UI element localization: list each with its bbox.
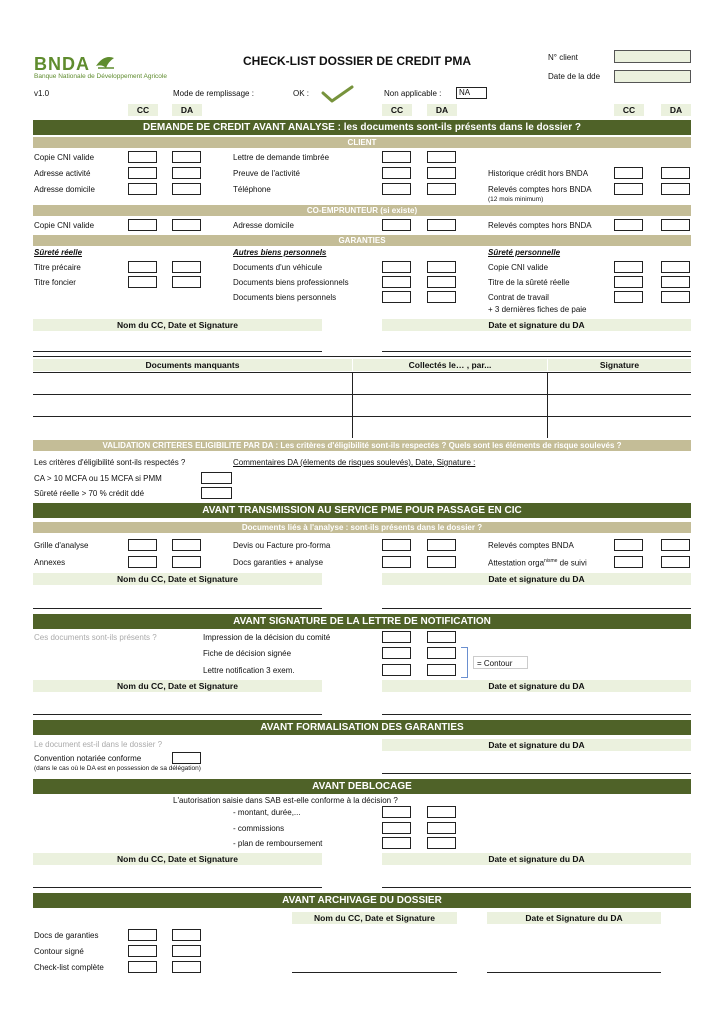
cc-checkbox[interactable] [382,631,411,643]
deblocage-item: - montant, durée,... [233,808,301,817]
table-row-border [33,372,691,373]
da-checkbox[interactable] [427,151,456,163]
cc-checkbox[interactable] [382,806,411,818]
table-col-border [352,372,353,438]
archivage-item: Docs de garanties [34,931,99,940]
cc-checkbox[interactable] [382,276,411,288]
da-checkbox[interactable] [427,183,456,195]
client-item: Téléphone [233,185,271,194]
signature-line-cc[interactable] [33,887,322,888]
ok-label: OK : [293,89,310,98]
da-checkbox[interactable] [172,167,201,179]
analyse-item: Relevés comptes BNDA [488,541,574,550]
client-item: Adresse activité [34,169,91,178]
section-garanties: AVANT FORMALISATION DES GARANTIES [33,720,691,735]
garantie-item: Titre de la sûreté réelle [488,278,570,287]
signature-cc-band: Nom du CC, Date et Signature [33,680,322,692]
da-checkbox[interactable] [172,539,201,551]
garantie-item: Documents biens personnels [233,293,337,302]
logo-text: BNDA [34,54,90,74]
signature-da-band: Date et Signature du DA [487,912,661,924]
cc-checkbox[interactable] [382,261,411,273]
cc-checkbox[interactable] [614,261,643,273]
deblocage-item: - commissions [233,824,285,833]
logo-subtext: Banque Nationale de Développement Agricole [34,73,167,80]
col-header-missing: Documents manquants [33,359,352,371]
da-checkbox[interactable] [427,167,456,179]
garanties-heading: Sûreté personnelle [488,248,561,257]
cc-checkbox[interactable] [128,929,157,941]
cc-checkbox[interactable] [382,167,411,179]
da-checkbox[interactable] [427,556,456,568]
cc-checkbox[interactable] [128,276,157,288]
cc-checkbox[interactable] [128,151,157,163]
sub-documents-analyse: Documents liés à l'analyse : sont-ils présents dans le dossier ? [33,522,691,533]
client-item: Historique crédit hors BNDA [488,169,589,178]
page-title: CHECK-LIST DOSSIER DE CREDIT PMA [243,54,472,68]
signature-line-cc[interactable] [292,972,457,973]
cc-checkbox[interactable] [382,539,411,551]
na-box: NA [456,87,487,99]
da-header-3: DA [661,104,691,116]
analyse-item: Docs garanties + analyse [233,558,324,567]
cc-checkbox[interactable] [614,539,643,551]
coemp-item: Relevés comptes hors BNDA [488,221,592,230]
client-item: Preuve de l'activité [233,169,300,178]
coemp-item: Copie CNI valide [34,221,95,230]
da-checkbox[interactable] [172,183,201,195]
cc-header-1: CC [128,104,158,116]
da-checkbox[interactable] [661,183,690,195]
signature-line-da[interactable] [382,351,691,352]
da-checkbox[interactable] [427,647,456,659]
date-dde-field[interactable] [614,70,691,83]
section-deblocage: AVANT DEBLOCAGE [33,779,691,794]
da-checkbox[interactable] [172,151,201,163]
cc-checkbox[interactable] [382,647,411,659]
client-no-field[interactable] [614,50,691,63]
cc-checkbox[interactable] [382,183,411,195]
da-checkbox[interactable] [427,261,456,273]
mode-label: Mode de remplissage : [173,89,254,98]
criteria-item: CA > 10 MCFA ou 15 MCFA si PMM [34,474,162,483]
na-label: Non applicable : [384,89,442,98]
bnda-logo [34,54,116,75]
da-checkbox[interactable] [661,261,690,273]
cc-checkbox[interactable] [382,219,411,231]
da-checkbox[interactable] [427,806,456,818]
da-checkbox[interactable] [661,556,690,568]
garantie-item: Titre précaire [34,263,81,272]
cc-checkbox[interactable] [614,183,643,195]
section-archivage: AVANT ARCHIVAGE DU DOSSIER [33,893,691,908]
da-checkbox[interactable] [427,822,456,834]
da-checkbox[interactable] [427,631,456,643]
contour-bracket [461,647,468,678]
cc-checkbox[interactable] [614,291,643,303]
signature-line-da[interactable] [487,972,661,973]
da-checkbox[interactable] [427,664,456,676]
client-item: Relevés comptes hors BNDA [488,185,592,194]
da-checkbox[interactable] [427,539,456,551]
signature-cc-band: Nom du CC, Date et Signature [33,573,322,585]
cc-checkbox[interactable] [614,167,643,179]
cc-checkbox[interactable] [128,219,157,231]
da-header-2: DA [427,104,457,116]
sub-coemprunteur: CO-EMPRUNTEUR (si existe) [33,205,691,216]
cc-checkbox[interactable] [382,837,411,849]
cc-checkbox[interactable] [382,822,411,834]
signature-cc-band: Nom du CC, Date et Signature [33,853,322,865]
notification-item: Fiche de décision signée [203,649,292,658]
analyse-item: Annexes [34,558,66,567]
da-checkbox[interactable] [427,291,456,303]
client-item: Copie CNI valide [34,153,95,162]
signature-line-cc[interactable] [33,714,322,715]
garantie-item: Copie CNI valide [488,263,549,272]
table-col-border [547,372,548,438]
da-checkbox[interactable] [661,167,690,179]
contour-note: = Contour [473,656,528,669]
garanties-question: Le document est-il dans le dossier ? [34,740,163,749]
validation-question: Les critères d'éligibilité sont-ils respectés ? [34,458,186,467]
da-checkbox[interactable] [172,276,201,288]
notification-item: Lettre notification 3 exem. [203,666,295,675]
table-top-border [33,356,691,357]
da-checkbox[interactable] [661,291,690,303]
section-demande-credit: DEMANDE DE CREDIT AVANT ANALYSE : les documents sont-ils présents dans le dossier ? [33,120,691,135]
notification-item: Impression de la décision du comité [203,633,331,642]
garanties-heading: Sûreté réelle [34,248,83,257]
archivage-item: Contour signé [34,947,84,956]
cc-checkbox[interactable] [614,276,643,288]
criteria-checkbox[interactable] [201,472,232,484]
da-checkbox[interactable] [172,556,201,568]
coemp-item: Adresse domicile [233,221,294,230]
convention-item: Convention notariée conforme [34,754,142,763]
da-checkbox[interactable] [172,945,201,957]
signature-cc-band: Nom du CC, Date et Signature [33,319,322,331]
garanties-heading: Autres biens personnels [233,248,327,257]
section-transmission: AVANT TRANSMISSION AU SERVICE PME POUR PASSAGE EN CIC [33,503,691,518]
signature-da-band: Date et signature du DA [382,573,691,585]
garantie-item-extra: + 3 dernières fiches de paie [488,305,587,314]
cc-checkbox[interactable] [382,151,411,163]
sub-client: CLIENT [33,137,691,148]
signature-da-band: Date et signature du DA [382,739,691,751]
cc-checkbox[interactable] [128,183,157,195]
signature-line-cc[interactable] [33,608,322,609]
signature-cc-band: Nom du CC, Date et Signature [292,912,457,924]
cc-header-3: CC [614,104,644,116]
analyse-item: Grille d'analyse [34,541,89,550]
deblocage-question: L'autorisation saisie dans SAB est-elle conforme à la décision ? [173,796,398,805]
signature-line-da[interactable] [382,714,691,715]
version: v1.0 [34,89,50,98]
criteria-checkbox[interactable] [201,487,232,499]
da-checkbox[interactable] [172,929,201,941]
analyse-item: Devis ou Facture pro-forma [233,541,331,550]
signature-line-da[interactable] [382,887,691,888]
da-checkbox[interactable] [172,219,201,231]
cc-checkbox[interactable] [128,261,157,273]
archivage-item: Check-list complète [34,963,104,972]
cc-checkbox[interactable] [614,219,643,231]
cc-header-2: CC [382,104,412,116]
table-row-border [33,394,691,395]
da-checkbox[interactable] [427,837,456,849]
signature-line-da[interactable] [382,608,691,609]
cc-checkbox[interactable] [128,167,157,179]
cc-checkbox[interactable] [382,664,411,676]
cc-checkbox[interactable] [382,291,411,303]
col-header-signature: Signature [548,359,691,371]
signature-line-da[interactable] [382,773,691,774]
garantie-item: Documents d'un véhicule [233,263,323,272]
da-checkbox[interactable] [172,261,201,273]
notification-question: Ces documents sont-ils présents ? [34,633,157,642]
cc-checkbox[interactable] [128,539,157,551]
leaf-icon [94,54,116,70]
signature-line-cc[interactable] [33,351,322,352]
da-checkbox[interactable] [172,752,201,764]
analyse-item-attestation: Attestation orga$^{nisme}$ de suivi [488,558,587,568]
cc-checkbox[interactable] [128,945,157,957]
col-header-collected: Collectés le… , par... [353,359,547,371]
table-row-border [33,416,691,417]
cc-checkbox[interactable] [614,556,643,568]
cc-checkbox[interactable] [128,556,157,568]
da-checkbox[interactable] [427,219,456,231]
garantie-item: Titre foncier [34,278,76,287]
deblocage-item: - plan de remboursement [233,839,323,848]
client-item-note: (12 mois minimum) [488,196,544,203]
client-item: Lettre de demande timbrée [233,153,330,162]
da-checkbox[interactable] [172,961,201,973]
sub-garanties: GARANTIES [33,235,691,246]
signature-da-band: Date et signature du DA [382,853,691,865]
cc-checkbox[interactable] [382,556,411,568]
check-icon [320,84,354,104]
signature-da-band: Date et signature du DA [382,680,691,692]
da-checkbox[interactable] [427,276,456,288]
section-notification: AVANT SIGNATURE DE LA LETTRE DE NOTIFICATION [33,614,691,629]
da-checkbox[interactable] [661,219,690,231]
date-dde-label: Date de la dde [548,72,601,81]
da-checkbox[interactable] [661,539,690,551]
garantie-item: Documents biens professionnels [233,278,349,287]
client-item: Adresse domicile [34,185,95,194]
da-checkbox[interactable] [661,276,690,288]
signature-da-band: Date et signature du DA [382,319,691,331]
cc-checkbox[interactable] [128,961,157,973]
client-no-label: N° client [548,53,578,62]
convention-note: (dans le cas où le DA est en possession de sa délégation) [34,765,201,772]
criteria-item: Sûreté réelle > 70 % crédit ddé [34,489,145,498]
sub-validation: VALIDATION CRITERES ELIGIBILITE PAR DA : Les critères d'éligibilité sont-ils respectés ? Quels sont les éléments de risque soulevés ? [33,440,691,451]
validation-comment-label: Commentaires DA (élements de risques soulevés), Date, Signature : [233,458,476,467]
garantie-item: Contrat de travail [488,293,549,302]
da-header-1: DA [172,104,202,116]
